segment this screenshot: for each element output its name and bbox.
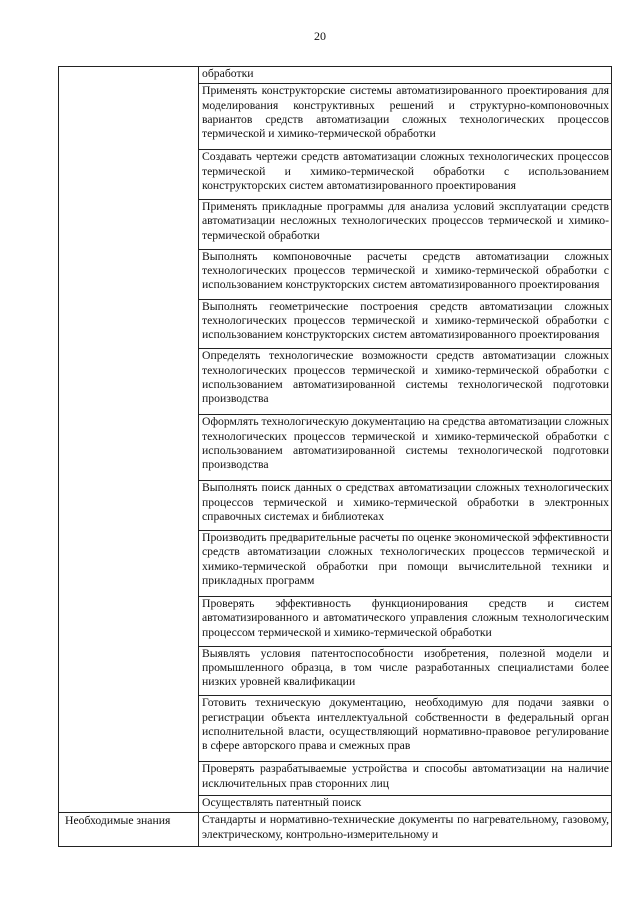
table-cell: Выполнять компоновочные расчеты средств автоматизации сложных технологических процессов термической и химико-термической обработки с использованием конструкторских систем автоматизированного проектирования [199, 249, 612, 299]
table-left-cell-empty [59, 67, 199, 813]
table-cell: Производить предварительные расчеты по оценке экономической эффективности средств автоматизации сложных технологических процессов термической и химико-термической обработки при помощи вычислительной техники и прикладных программ [199, 530, 612, 596]
page-number: 20 [314, 29, 326, 43]
section-label: Необходимые знания [59, 813, 199, 847]
table-cell: Применять прикладные программы для анализа условий эксплуатации средств автоматизации несложных технологических процессов термической и химико-термической обработки [199, 200, 612, 250]
table-cell: Проверять разрабатываемые устройства и способы автоматизации на наличие исключительных прав сторонних лиц [199, 762, 612, 796]
table-cell: Выполнять геометрические построения средств автоматизации сложных технологических процессов термической и химико-термической обработки с использованием конструкторских систем автоматизированного проектирования [199, 299, 612, 349]
table-cell: Выполнять поиск данных о средствах автоматизации сложных технологических процессов термической и химико-термической обработки в электронных справочных системах и библиотеках [199, 481, 612, 531]
table-cell: Осуществлять патентный поиск [199, 795, 612, 812]
table-cell: Выявлять условия патентоспособности изобретения, полезной модели и промышленного образца, в том числе разработанных специалистами более низких уровней квалификации [199, 646, 612, 696]
table-cell: Готовить техническую документацию, необходимую для подачи заявки о регистрации объекта интеллектуальной собственности в федеральный орган исполнительной власти, осуществляющий нормативно-правовое регулирование в сфере авторского права и смежных прав [199, 696, 612, 762]
table-row [59, 813, 612, 847]
table-cell: обработки [199, 67, 612, 84]
table-cell: Проверять эффективность функционирования средств и систем автоматизированного и автоматического управления сложным технологическим процессом термической и химико-термической обработки [199, 596, 612, 646]
table-cell: Создавать чертежи средств автоматизации сложных технологических процессов термической и химико-термической обработки с использованием конструкторских систем автоматизированного проектирования [199, 150, 612, 200]
table-row [59, 67, 612, 84]
table-cell: Применять конструкторские системы автоматизированного проектирования для моделирования конструктивных решений и структурно-компоновочных вариантов средств автоматизации сложных технологических процессов термической и химико-термической обработки [199, 84, 612, 150]
requirements-table [58, 66, 612, 847]
table-cell: Стандарты и нормативно-технические документы по нагревательному, газовому, электрическому, контрольно-измерительному и [199, 813, 612, 847]
table-cell: Оформлять технологическую документацию на средства автоматизации сложных технологических процессов термической и химико-термической обработки с использованием автоматизированной системы технологической подготовки производства [199, 415, 612, 481]
table-cell: Определять технологические возможности средств автоматизации сложных технологических процессов термической и химико-термической обработки с использованием автоматизированной системы технологической подготовки производства [199, 349, 612, 415]
